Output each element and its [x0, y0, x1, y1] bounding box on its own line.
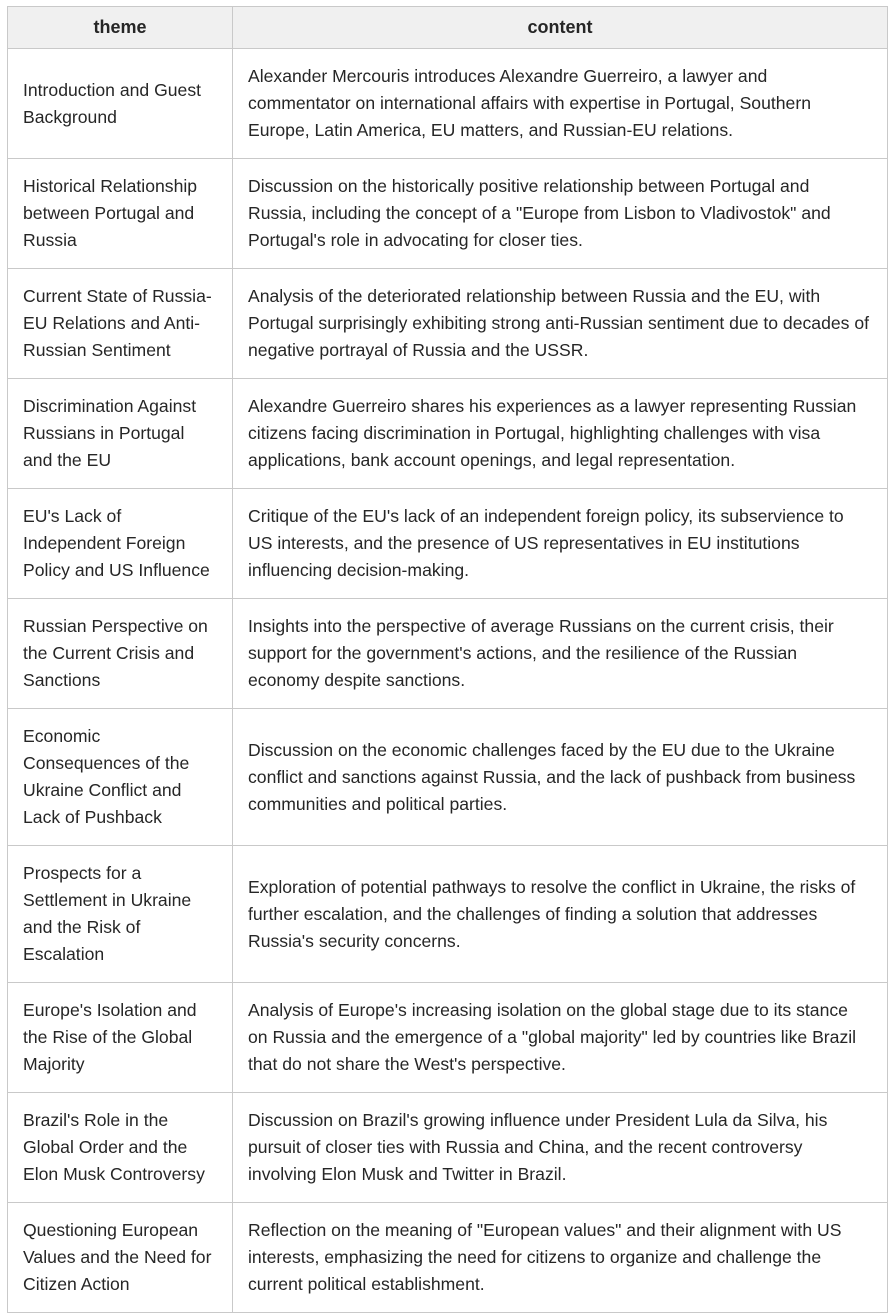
- theme-cell: Historical Relationship between Portugal and Russia: [8, 159, 233, 269]
- theme-cell: Current State of Russia-EU Relations and Anti-Russian Sentiment: [8, 269, 233, 379]
- header-content: content: [233, 7, 888, 49]
- table-header: [8, 7, 888, 49]
- content-cell: Alexander Mercouris introduces Alexandre Guerreiro, a lawyer and commentator on international affairs with expertise in Portugal, Southern Europe, Latin America, EU matters, and Russian-EU relations.: [233, 49, 888, 159]
- content-cell: Discussion on the economic challenges faced by the EU due to the Ukraine conflict and sanctions against Russia, and the lack of pushback from business communities and political parties.: [233, 709, 888, 846]
- theme-cell: Questioning European Values and the Need for Citizen Action: [8, 1203, 233, 1313]
- content-cell: Discussion on the historically positive relationship between Portugal and Russia, including the concept of a "Europe from Lisbon to Vladivostok" and Portugal's role in advocating for closer ties.: [233, 159, 888, 269]
- theme-cell: Introduction and Guest Background: [8, 49, 233, 159]
- table-container: [7, 6, 887, 1313]
- theme-cell: Europe's Isolation and the Rise of the Global Majority: [8, 983, 233, 1093]
- header-row: [8, 7, 888, 49]
- table-body: [8, 49, 888, 1313]
- table-row: [8, 846, 888, 983]
- table-row: [8, 1203, 888, 1313]
- content-cell: Discussion on Brazil's growing influence under President Lula da Silva, his pursuit of closer ties with Russia and China, and the recent controversy involving Elon Musk and Twitter in Brazil.: [233, 1093, 888, 1203]
- table-row: [8, 379, 888, 489]
- table-row: [8, 159, 888, 269]
- content-cell: Critique of the EU's lack of an independent foreign policy, its subservience to US interests, and the presence of US representatives in EU institutions influencing decision-making.: [233, 489, 888, 599]
- theme-cell: Brazil's Role in the Global Order and the Elon Musk Controversy: [8, 1093, 233, 1203]
- table-row: [8, 49, 888, 159]
- table-row: [8, 709, 888, 846]
- themes-table: [7, 6, 888, 1313]
- table-row: [8, 269, 888, 379]
- table-row: [8, 1093, 888, 1203]
- table-row: [8, 983, 888, 1093]
- content-cell: Analysis of Europe's increasing isolation on the global stage due to its stance on Russia and the emergence of a "global majority" led by countries like Brazil that do not share the West's perspective.: [233, 983, 888, 1093]
- theme-cell: EU's Lack of Independent Foreign Policy and US Influence: [8, 489, 233, 599]
- content-cell: Exploration of potential pathways to resolve the conflict in Ukraine, the risks of further escalation, and the challenges of finding a solution that addresses Russia's security concerns.: [233, 846, 888, 983]
- header-theme: theme: [8, 7, 233, 49]
- content-cell: Insights into the perspective of average Russians on the current crisis, their support for the government's actions, and the resilience of the Russian economy despite sanctions.: [233, 599, 888, 709]
- theme-cell: Russian Perspective on the Current Crisis and Sanctions: [8, 599, 233, 709]
- table-row: [8, 599, 888, 709]
- table-row: [8, 489, 888, 599]
- theme-cell: Economic Consequences of the Ukraine Conflict and Lack of Pushback: [8, 709, 233, 846]
- theme-cell: Discrimination Against Russians in Portugal and the EU: [8, 379, 233, 489]
- content-cell: Analysis of the deteriorated relationship between Russia and the EU, with Portugal surprisingly exhibiting strong anti-Russian sentiment due to decades of negative portrayal of Russia and the USSR.: [233, 269, 888, 379]
- theme-cell: Prospects for a Settlement in Ukraine and the Risk of Escalation: [8, 846, 233, 983]
- content-cell: Alexandre Guerreiro shares his experiences as a lawyer representing Russian citizens facing discrimination in Portugal, highlighting challenges with visa applications, bank account openings, and legal representation.: [233, 379, 888, 489]
- content-cell: Reflection on the meaning of "European values" and their alignment with US interests, emphasizing the need for citizens to organize and challenge the current political establishment.: [233, 1203, 888, 1313]
